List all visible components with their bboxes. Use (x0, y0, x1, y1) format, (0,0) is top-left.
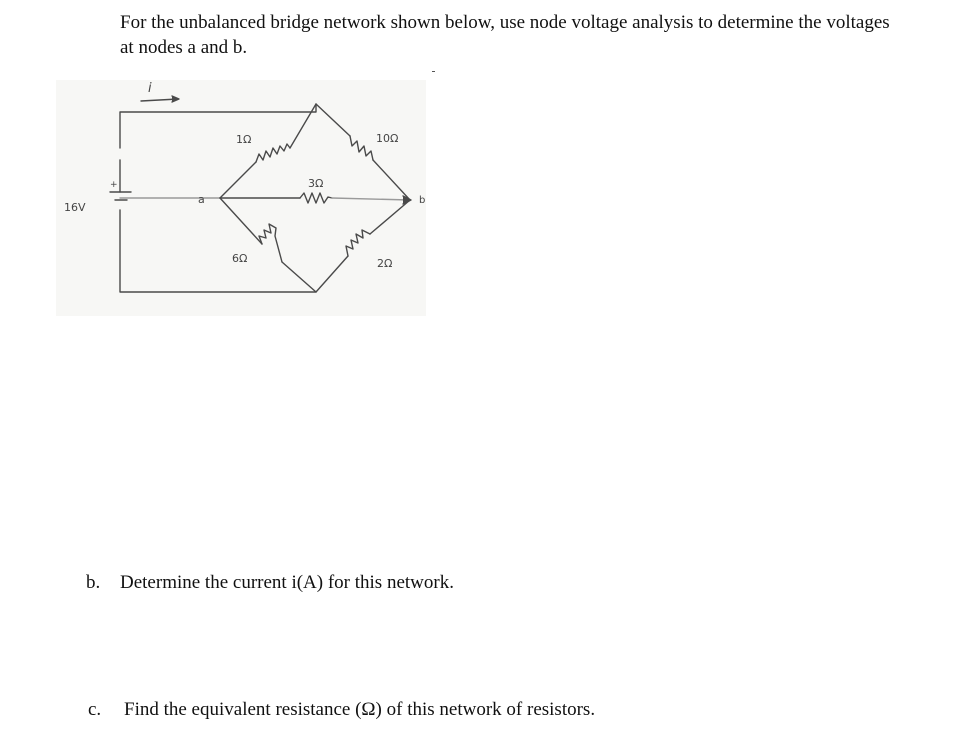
current-label: i (148, 81, 152, 96)
resistor-2ohm-zigzag (346, 230, 370, 256)
bridge-top-left-wire (220, 162, 256, 198)
wire-bottom (120, 210, 316, 292)
question-b-label: b. (86, 572, 101, 593)
wire-top (120, 104, 316, 148)
source-voltage-label: 16V (64, 201, 86, 214)
bridge-middle-wire-right (332, 198, 410, 200)
resistor-3ohm-zigzag (300, 193, 332, 203)
resistor-10ohm-zigzag (350, 136, 373, 160)
current-arrowhead (172, 96, 179, 102)
resistor-6ohm-label: 6Ω (232, 252, 248, 265)
resistor-10ohm-label: 10Ω (376, 132, 399, 145)
bridge-bottom-wire (282, 256, 348, 292)
problem-line-1: For the unbalanced bridge network shown below, use node voltage analysis to determine the voltages (120, 12, 890, 33)
resistor-1ohm-zigzag (256, 144, 290, 162)
bridge-top-right-wire (373, 160, 410, 200)
resistor-3ohm-label: 3Ω (308, 177, 324, 190)
resistor-1ohm-label: 1Ω (236, 133, 252, 146)
question-c (88, 699, 595, 721)
question-b-text: Determine the current i(A) for this network. (120, 572, 454, 593)
bridge-bottom-left-wire (220, 198, 262, 244)
question-b (86, 572, 454, 594)
question-c-text: Find the equivalent resistance (Ω) of this network of resistors. (124, 699, 596, 720)
question-c-label: c. (88, 699, 102, 720)
bridge-top-wire (290, 104, 350, 148)
resistor-2ohm-label: 2Ω (377, 257, 393, 270)
node-a-label: a (198, 193, 205, 206)
problem-line-2: at nodes a and b. (120, 37, 248, 58)
node-b-label: b (419, 195, 426, 206)
resistor-6ohm-zigzag (259, 224, 282, 262)
bridge-bottom-right-wire (370, 200, 410, 234)
source-plus-sign: + (110, 180, 118, 190)
